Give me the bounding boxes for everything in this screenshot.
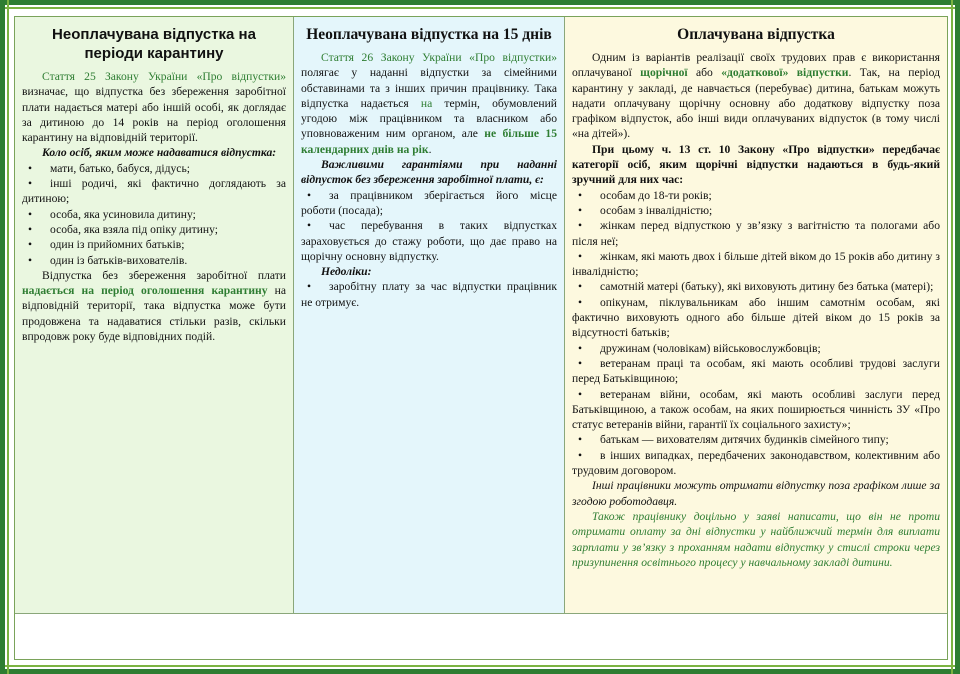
top-border-accent: [0, 7, 960, 9]
list-item: • особам до 18-ти років;: [572, 188, 940, 203]
column-paid-leave: [565, 17, 947, 613]
bottom-border-accent: [0, 665, 960, 667]
list-item: • заробітну плату за час відпустки працівник не отримує.: [301, 279, 557, 310]
leave-comparison-table: [15, 17, 947, 614]
advice-note: Також працівнику доцільно у заяві написати, що він не проти отримати оплату за дні відпустки у найближчий термін для виплати зарплати у зв’язку з проханням надати відпустку у стислі строки через призупинення освітнього процесу у навчальному закладі дитини.: [572, 509, 940, 569]
document-frame: [14, 16, 948, 660]
list-item: • особа, яка взяла під опіку дитину;: [22, 222, 286, 237]
top-border-bar: [0, 0, 960, 5]
column-title: Неоплачувана відпустка на періоди карантину: [52, 26, 256, 62]
intro-paragraph: Стаття 25 Закону України «Про відпустки» визначає, що відпустка без збереження заробітної плати надається матері або іншій особі, як доглядає за дитиною до 14 років на період оголошення карантину на відповідній території.: [22, 70, 286, 145]
column-title: Оплачувана відпустка: [677, 26, 835, 43]
left-border-accent: [7, 0, 9, 674]
list-item: • жінкам перед відпусткою у зв’язку з вагітністю та пологами або після неї;: [572, 218, 940, 249]
intro-paragraph: Одним із варіантів реалізації своїх трудових прав є використання оплачуваної щорічної або «додаткової» відпустки. Так, на період карантину у закладі, де навчається (перебуває) дитина, батькам можуть надати оплачувану щорічну основну або додаткову відпустку поза графіком відпусток, або інші види оплачуваних відпусток (в тому числі «на дітей»).: [572, 51, 940, 141]
column-unpaid-quarantine: [15, 17, 294, 613]
list-item: • жінкам, які мають двох і більше дітей віком до 15 років або дитину з інвалідністю;: [572, 249, 940, 280]
column-title: Неоплачувана відпустка на 15 днів: [306, 26, 552, 43]
list-item: • мати, батько, бабуся, дідусь;: [22, 161, 286, 176]
bottom-border-bar: [0, 669, 960, 674]
list-item: • один із прийомних батьків;: [22, 237, 286, 252]
list-item: • особа, яка усиновила дитину;: [22, 207, 286, 222]
list-item: • ветеранам праці та особам, які мають особливі трудові заслуги перед Батьківщиною;: [572, 356, 940, 387]
list-item: • інші родичі, які фактично доглядають за дитиною;: [22, 176, 286, 207]
list-item: • батькам — вихователям дитячих будинків сімейного типу;: [572, 432, 940, 447]
persons-list: [22, 161, 286, 268]
persons-heading: Коло осіб, яким може надаватися відпустка:: [42, 146, 277, 160]
other-workers-note: Інші працівники можуть отримати відпустку поза графіком лише за згодою роботодавця.: [572, 479, 940, 508]
list-item: • ветеранам війни, особам, які мають особливі заслуги перед Батьківщиною, а також особам, на яких поширюється чинність ЗУ «Про статус ветеранів війни, гарантії їх соціального захисту»;: [572, 387, 940, 433]
left-border-bar: [0, 0, 5, 674]
guarantees-list: [301, 188, 557, 264]
law-reference: Стаття 26 Закону України «Про відпустки»: [321, 51, 557, 64]
list-item: • особам з інвалідністю;: [572, 203, 940, 218]
list-item: • в інших випадках, передбачених законодавством, колективним або трудовим договором.: [572, 448, 940, 479]
right-border-accent: [951, 0, 953, 674]
list-item: • опікунам, піклувальникам або іншим самотнім особам, які фактично виховують одного або більше дітей віком до 15 років за відсутності батьків;: [572, 295, 940, 341]
right-border-bar: [955, 0, 960, 674]
list-item: • час перебування в таких відпустках зараховується до стажу роботи, що дає право на щорічну основну відпустку.: [301, 218, 557, 264]
column-unpaid-15-days: [294, 17, 565, 613]
intro-paragraph: Стаття 26 Закону України «Про відпустки» полягає у наданні відпустки за сімейними обставинами та з інших причин працівнику. Така відпустка надається на термін, обумовлений угодою між працівником та власником або уповноваженим ним органом, але не більше 15 календарних днів на рік.: [301, 51, 557, 156]
closing-paragraph: Відпустка без збереження заробітної плати надається на період оголошення карантину на відповідній території, така відпустка може бути продовжена та надаватися стільки разів, скільки впродовж року буде відповідних подій.: [22, 268, 286, 344]
list-item: • один із батьків-вихователів.: [22, 253, 286, 268]
cons-heading: Недоліки:: [321, 265, 372, 279]
categories-heading: При цьому ч. 13 ст. 10 Закону «Про відпустки» передбачає категорії осіб, яким щорічні відпустки надаються в будь-який зручний для них час:: [572, 142, 940, 187]
list-item: • самотній матері (батьку), які виховують дитину без батька (матері);: [572, 279, 940, 294]
law-reference: Стаття 25 Закону України «Про відпустки»: [42, 70, 286, 83]
list-item: • за працівником зберігається його місце роботи (посада);: [301, 188, 557, 219]
categories-list: [572, 188, 940, 479]
list-item: • дружинам (чоловікам) військовослужбовців;: [572, 341, 940, 356]
guarantees-heading: Важливими гарантіями при наданні відпусток без збереження заробітної плати, є:: [301, 158, 557, 187]
cons-list: [301, 279, 557, 310]
